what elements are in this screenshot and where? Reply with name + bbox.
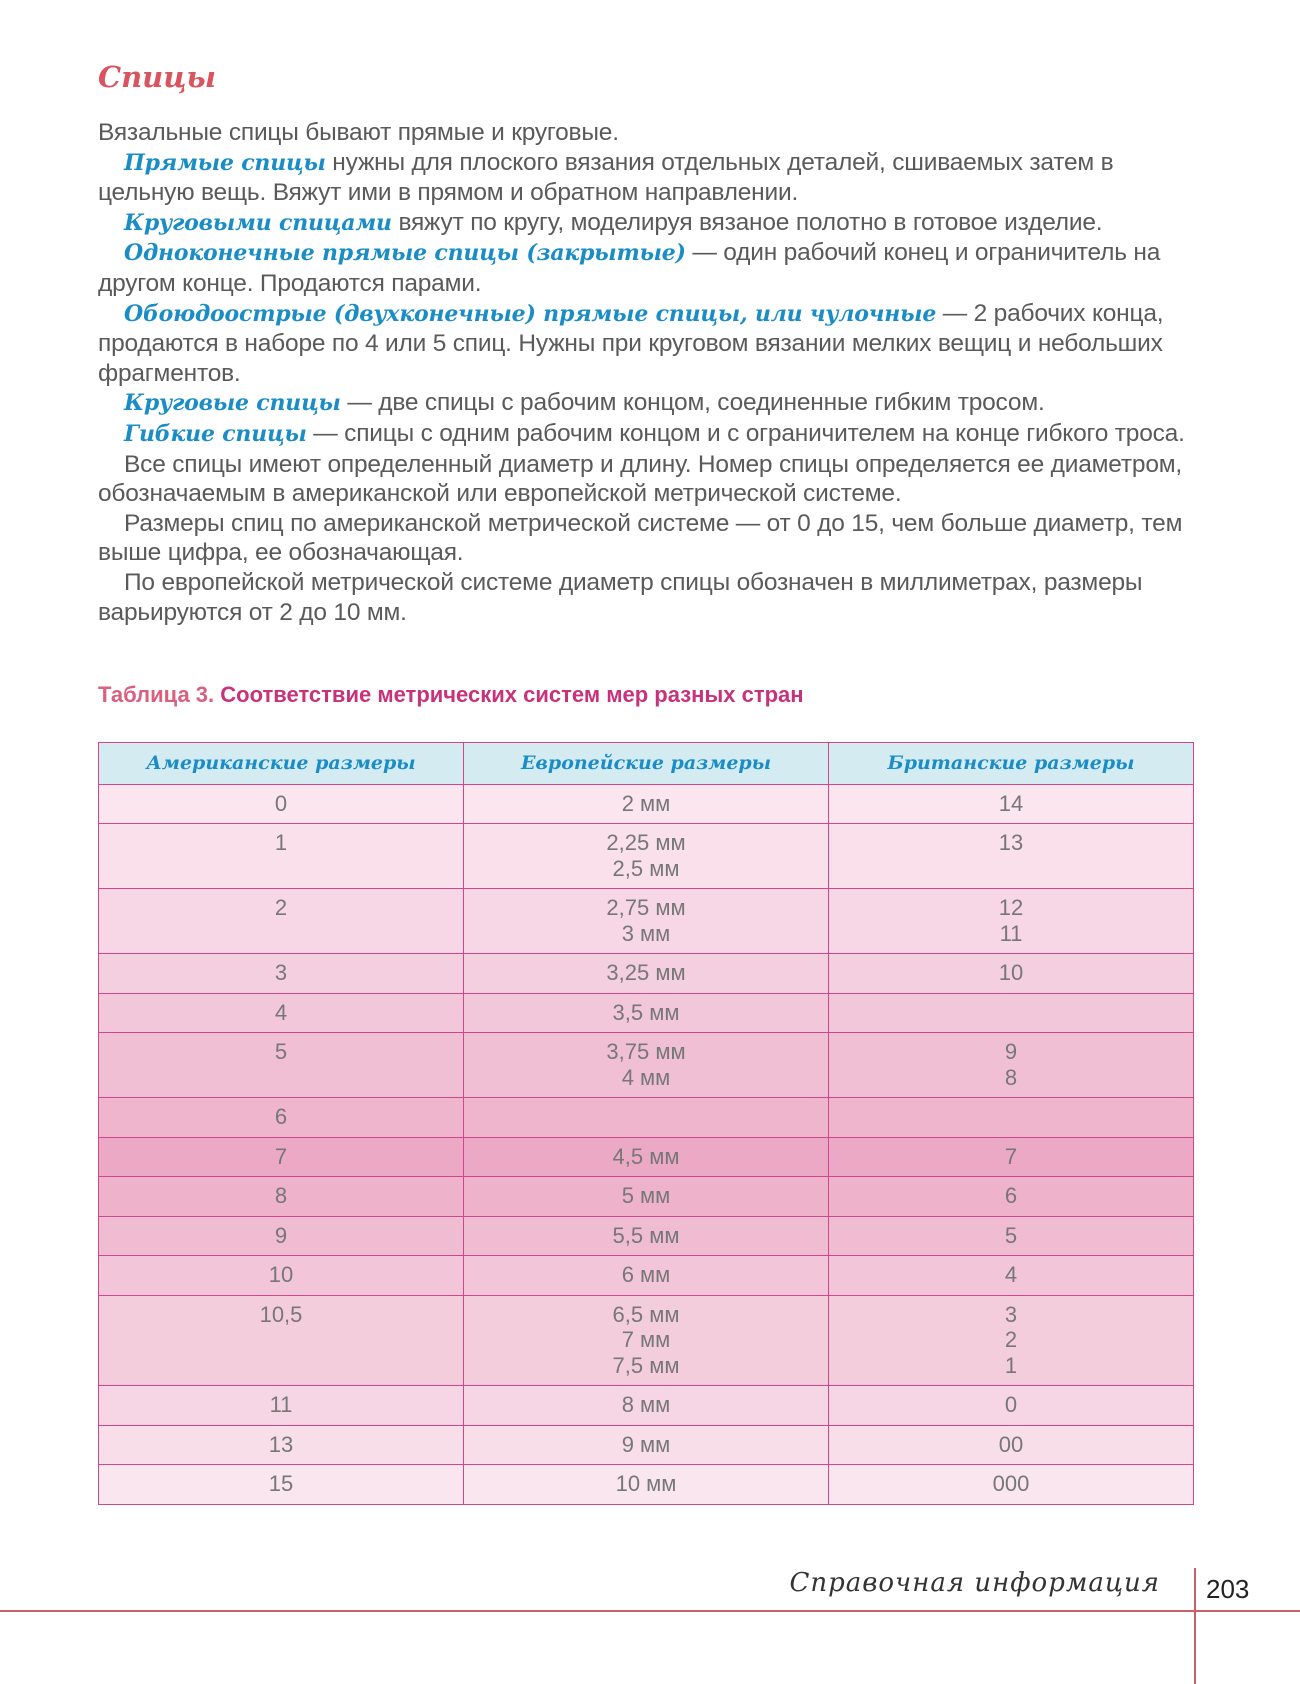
cell-uk: 3 2 1 [829,1295,1194,1386]
cell-eu: 5,5 мм [464,1216,829,1256]
section-title: Спицы [98,60,217,94]
header-eu: Европейские размеры [464,743,829,785]
cell-eu: 3,75 мм 4 мм [464,1033,829,1098]
table-row [99,1177,1194,1217]
cell-uk: 000 [829,1465,1194,1505]
cell-uk: 14 [829,784,1194,824]
term: Обоюдоострые (двухконечные) прямые спицы, или чулочные [124,300,937,327]
cell-us: 2 [99,889,464,954]
cell-us: 15 [99,1465,464,1505]
cell-eu: 2,25 мм 2,5 мм [464,824,829,889]
term: Гибкие спицы [124,420,307,447]
table-row [99,1256,1194,1296]
cell-uk: 10 [829,954,1194,994]
cell-eu: 6,5 мм 7 мм 7,5 мм [464,1295,829,1386]
cell-us: 6 [99,1098,464,1138]
cell-eu: 3,25 мм [464,954,829,994]
table-row [99,1465,1194,1505]
paragraph [98,419,1198,450]
paragraph [98,568,1198,627]
table-row [99,1098,1194,1138]
paragraph [98,388,1198,419]
cell-eu: 3,5 мм [464,993,829,1033]
cell-uk: 0 [829,1386,1194,1426]
paragraph-text: По европейской метрической системе диаметр спицы обозначен в миллиметрах, размеры варьируются от 2 до 10 мм. [98,568,1143,626]
cell-eu: 5 мм [464,1177,829,1217]
cell-eu: 6 мм [464,1256,829,1296]
cell-eu: 4,5 мм [464,1137,829,1177]
paragraph-text: Все спицы имеют определенный диаметр и длину. Номер спицы определяется ее диаметром, обозначаемым в американской или европейской метрической системе. [98,450,1182,508]
paragraph-text: Размеры спиц по американской метрической системе — от 0 до 15, чем больше диаметр, тем выше цифра, ее обозначающая. [98,509,1183,567]
cell-us: 1 [99,824,464,889]
term: Одноконечные прямые спицы (закрытые) [124,240,686,267]
paragraph-text: Вязальные спицы бывают прямые и круговые. [98,119,619,146]
table-header-row [99,743,1194,785]
cell-uk [829,1098,1194,1138]
table-row [99,1295,1194,1386]
cell-uk: 00 [829,1425,1194,1465]
cell-us: 3 [99,954,464,994]
table-row [99,1137,1194,1177]
cell-us: 4 [99,993,464,1033]
term: Круговые спицы [124,390,341,417]
footer-divider [0,1610,1300,1612]
header-us: Американские размеры [99,743,464,785]
table-caption-text: Соответствие метрических систем мер разных стран [214,682,804,707]
paragraph [98,208,1198,239]
cell-us: 0 [99,784,464,824]
cell-uk: 4 [829,1256,1194,1296]
paragraph-text: — спицы с одним рабочим концом и с ограничителем на конце гибкого троса. [306,419,1185,447]
table-row [99,954,1194,994]
table-row [99,784,1194,824]
table-row [99,889,1194,954]
cell-uk: 13 [829,824,1194,889]
cell-uk [829,993,1194,1033]
table-row [99,824,1194,889]
table-row [99,1033,1194,1098]
cell-us: 11 [99,1386,464,1426]
cell-uk: 9 8 [829,1033,1194,1098]
page-number: 203 [1206,1574,1250,1604]
table-row [99,1386,1194,1426]
cell-eu: 9 мм [464,1425,829,1465]
paragraph [98,148,1198,208]
header-uk: Британские размеры [829,743,1194,785]
table-caption [98,682,804,708]
cell-uk: 12 11 [829,889,1194,954]
term: Круговыми спицами [124,209,392,236]
cell-eu: 2,75 мм 3 мм [464,889,829,954]
table-row [99,1216,1194,1256]
cell-eu: 2 мм [464,784,829,824]
cell-us: 10 [99,1256,464,1296]
paragraph-text: — две спицы с рабочим концом, соединенные гибким тросом. [340,389,1045,417]
cell-us: 7 [99,1137,464,1177]
paragraph-text: — один рабочий конец и ограничитель на другом конце. Продаются парами. [98,239,1161,297]
cell-uk: 5 [829,1216,1194,1256]
paragraph [98,299,1198,389]
paragraph-text: — 2 рабочих конца, продаются в наборе по 4 или 5 спиц. Нужны при круговом вязании мелких вещиц и небольших фрагментов. [98,299,1164,387]
cell-us: 5 [99,1033,464,1098]
cell-uk: 6 [829,1177,1194,1217]
body-text [98,118,1198,627]
cell-eu: 10 мм [464,1465,829,1505]
paragraph [98,118,1198,148]
cell-eu [464,1098,829,1138]
paragraph [98,238,1198,298]
running-footer: Справочная информация [789,1568,1160,1598]
table-caption-label: Таблица 3. [98,682,215,707]
cell-us: 9 [99,1216,464,1256]
paragraph-text: вяжут по кругу, моделируя вязаное полотно в готовое изделие. [391,208,1103,236]
paragraph [98,509,1198,568]
cell-us: 13 [99,1425,464,1465]
paragraph [98,450,1198,509]
cell-us: 10,5 [99,1295,464,1386]
table-row [99,993,1194,1033]
paragraph-text: нужны для плоского вязания отдельных деталей, сшиваемых затем в цельную вещь. Вяжут ими в прямом и обратном направлении. [98,148,1114,207]
size-conversion-table [98,742,1194,1505]
table-row [99,1425,1194,1465]
cell-us: 8 [99,1177,464,1217]
cell-eu: 8 мм [464,1386,829,1426]
term: Прямые спицы [124,149,326,176]
footer-vertical-divider [1194,1568,1196,1684]
cell-uk: 7 [829,1137,1194,1177]
